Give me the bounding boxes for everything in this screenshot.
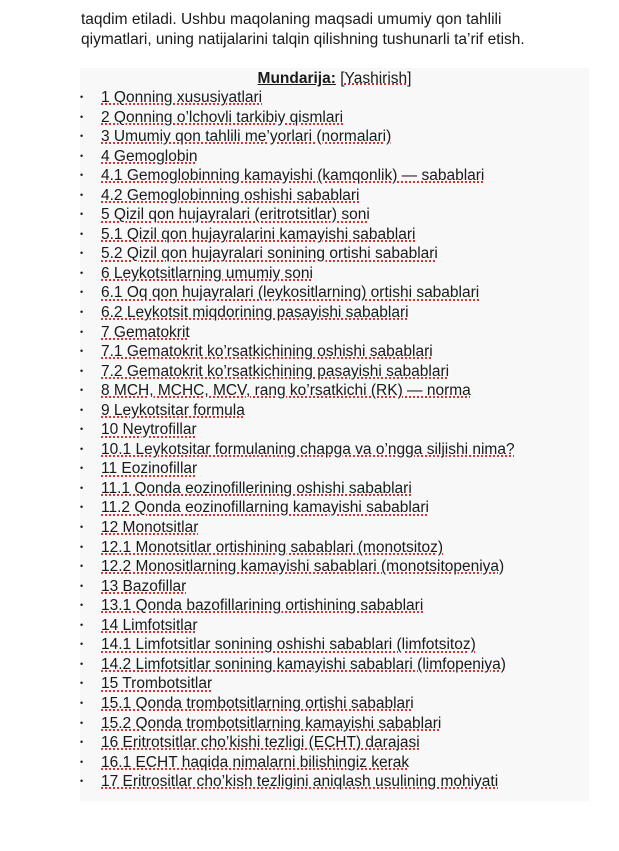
toc-title: Mundarija: [257, 70, 336, 87]
toc-item-link[interactable]: 1 Qonning xususiyatlari [101, 89, 263, 106]
toc-hide-toggle[interactable]: Yashirish [344, 70, 408, 87]
toc-item[interactable] [80, 401, 589, 421]
toc-item-link[interactable]: 5.2 Qizil qon hujayralari sonining ortishi sabablari [101, 245, 438, 263]
toc-item-link[interactable]: 7.2 Gematokrit ko’rsatkichining pasayishi sabablari [101, 362, 450, 380]
toc-toggle-bracket-open: [ [340, 70, 345, 87]
toc-item-link[interactable]: 15.1 Qonda trombotsitlarning ortishi sabablari [101, 694, 414, 712]
toc-item[interactable] [80, 420, 589, 440]
toc-item[interactable] [80, 186, 589, 206]
intro-paragraph [81, 10, 591, 50]
toc-item[interactable] [80, 616, 589, 636]
intro-line-2: qiymatlari, uning natijalarini talqin qilishning tushunarli ta’rif etish. [81, 31, 525, 48]
toc-item[interactable] [80, 283, 589, 303]
toc-item[interactable] [80, 323, 589, 343]
toc-item-link[interactable]: 15 Trombotsitlar [101, 675, 213, 693]
toc-item-link[interactable]: 14.1 Limfotsitlar sonining oshishi sabablari (limfotsitoz) [101, 636, 476, 654]
bullet-icon: • [80, 248, 84, 259]
toc-item-link[interactable]: 10 Neytrofillar [101, 421, 197, 439]
toc-item-link[interactable]: 12.1 Monotsitlar ortishining sabablari (monotsitoz) [101, 538, 444, 556]
toc-item[interactable] [80, 303, 589, 323]
toc-item[interactable] [80, 557, 589, 577]
toc-item[interactable] [80, 655, 589, 675]
toc-item-link[interactable]: 11 Eozinofillar [101, 460, 198, 478]
bullet-icon: • [80, 580, 84, 591]
toc-toggle-bracket-close: ] [407, 70, 412, 87]
bullet-icon: • [80, 150, 84, 161]
toc-item-link[interactable]: 17 Eritrositlar cho’kish tezligini aniqlash usulining mohiyati [101, 773, 499, 791]
bullet-icon: • [80, 678, 84, 689]
bullet-icon: • [80, 424, 84, 435]
bullet-icon: • [80, 111, 84, 122]
toc-item[interactable] [80, 342, 589, 362]
bullet-icon: • [80, 658, 84, 669]
bullet-icon: • [80, 717, 84, 728]
toc-item-link[interactable]: 16.1 ECHT haqida nimalarni bilishingiz kerak [101, 753, 410, 771]
toc-item[interactable] [80, 479, 589, 499]
bullet-icon: • [80, 443, 84, 454]
toc-item-link[interactable]: 6.2 Leykotsit miqdorining pasayishi sabablari [101, 304, 409, 322]
bullet-icon: • [80, 404, 84, 415]
toc-heading [80, 68, 589, 90]
bullet-icon: • [80, 639, 84, 650]
toc-item-link[interactable]: 4.2 Gemoglobinning oshishi sabablari [101, 186, 360, 204]
bullet-icon: • [80, 776, 84, 787]
bullet-icon: • [80, 619, 84, 630]
toc-item-link[interactable]: 12 Monotsitlar [101, 519, 199, 537]
intro-line-1: taqdim etiladi. Ushbu maqolaning maqsadi umumiy qon tahlili [81, 11, 502, 28]
toc-item[interactable] [80, 596, 589, 616]
toc-item[interactable] [80, 205, 589, 225]
toc-item-link[interactable]: 4 Gemoglobin [101, 147, 198, 165]
bullet-icon: • [80, 756, 84, 767]
toc-item[interactable] [80, 577, 589, 597]
toc-item-link[interactable]: 11.2 Qonda eozinofillarning kamayishi sabablari [101, 499, 429, 517]
bullet-icon: • [80, 267, 84, 278]
toc-item-link[interactable]: 9 Leykotsitar formula [101, 401, 245, 419]
toc-item[interactable] [80, 166, 589, 186]
toc-item[interactable] [80, 753, 589, 773]
toc-item-link[interactable]: 5 Qizil qon hujayralari (eritrotsitlar) soni [101, 206, 370, 224]
toc-item-link[interactable]: 13.1 Qonda bazofillarining ortishining sabablari [101, 597, 424, 615]
bullet-icon: • [80, 287, 84, 298]
bullet-icon: • [80, 228, 84, 239]
toc-item[interactable] [80, 714, 589, 734]
toc-item-link[interactable]: 5.1 Qizil qon hujayralarini kamayishi sabablari [101, 225, 416, 243]
bullet-icon: • [80, 561, 84, 572]
toc-item[interactable] [80, 244, 589, 264]
toc-item-link[interactable]: 2 Qonning o’lchovli tarkibiy qismlari [101, 108, 344, 126]
toc-item-link[interactable]: 3 Umumiy qon tahlili me’yorlari (normalari) [101, 128, 392, 146]
bullet-icon: • [80, 541, 84, 552]
bullet-icon: • [80, 307, 84, 318]
bullet-icon: • [80, 189, 84, 200]
toc-item[interactable] [80, 459, 589, 479]
bullet-icon: • [80, 737, 84, 748]
toc-item-link[interactable]: 10.1 Leykotsitar formulaning chapga va o’ngga siljishi nima? [101, 440, 515, 458]
toc-item[interactable] [80, 518, 589, 538]
toc-item-link[interactable]: 6.1 Oq qon hujayralari (leykositlarning) ortishi sabablari [101, 284, 480, 302]
table-of-contents [80, 68, 589, 801]
toc-item[interactable] [80, 635, 589, 655]
bullet-icon: • [80, 326, 84, 337]
toc-item[interactable] [80, 362, 589, 382]
toc-item-link[interactable]: 8 MCH, MCHC, MCV, rang ko’rsatkichi (RK) — norma [101, 382, 471, 400]
bullet-icon: • [80, 365, 84, 376]
bullet-icon: • [80, 346, 84, 357]
toc-item[interactable] [80, 674, 589, 694]
toc-item-link[interactable]: 13 Bazofillar [101, 577, 187, 595]
toc-item-link[interactable]: 15.2 Qonda trombotsitlarning kamayishi sabablari [101, 714, 442, 732]
toc-item[interactable] [80, 381, 589, 401]
toc-item[interactable] [80, 538, 589, 558]
toc-item-link[interactable]: 12.2 Monositlarning kamayishi sabablari (monotsitopeniya) [101, 558, 505, 576]
toc-item-link[interactable]: 4.1 Gemoglobinning kamayishi (kamqonlik) — sabablari [101, 167, 485, 185]
toc-item[interactable] [80, 127, 589, 147]
toc-item-link[interactable]: 11.1 Qonda eozinofillerining oshishi sabablari [101, 479, 412, 497]
bullet-icon: • [80, 131, 84, 142]
toc-item[interactable] [80, 88, 589, 108]
toc-item-link[interactable]: 6 Leykotsitlarning umumiy soni [101, 264, 313, 282]
toc-item-link[interactable]: 14 Limfotsitlar [101, 616, 198, 634]
bullet-icon: • [80, 92, 84, 102]
toc-item[interactable] [80, 108, 589, 128]
toc-item-link[interactable]: 14.2 Limfotsitlar sonining kamayishi sabablari (limfopeniya) [101, 655, 506, 673]
toc-list [80, 88, 589, 792]
bullet-icon: • [80, 482, 84, 493]
bullet-icon: • [80, 600, 84, 611]
toc-item[interactable] [80, 147, 589, 167]
bullet-icon: • [80, 502, 84, 513]
bullet-icon: • [80, 697, 84, 708]
toc-item[interactable] [80, 694, 589, 714]
toc-item-link[interactable]: 16 Eritrotsitlar cho’kishi tezligi (ECHT) darajasi [101, 734, 420, 752]
bullet-icon: • [80, 209, 84, 220]
toc-item[interactable] [80, 440, 589, 460]
toc-item[interactable] [80, 225, 589, 245]
bullet-icon: • [80, 385, 84, 396]
toc-item[interactable] [80, 733, 589, 753]
toc-item[interactable] [80, 772, 589, 792]
toc-item-link[interactable]: 7 Gematokrit [101, 323, 190, 341]
toc-item[interactable] [80, 264, 589, 284]
toc-item-link[interactable]: 7.1 Gematokrit ko’rsatkichining oshishi sabablari [101, 343, 433, 361]
bullet-icon: • [80, 463, 84, 474]
bullet-icon: • [80, 522, 84, 533]
toc-item[interactable] [80, 498, 589, 518]
bullet-icon: • [80, 170, 84, 181]
